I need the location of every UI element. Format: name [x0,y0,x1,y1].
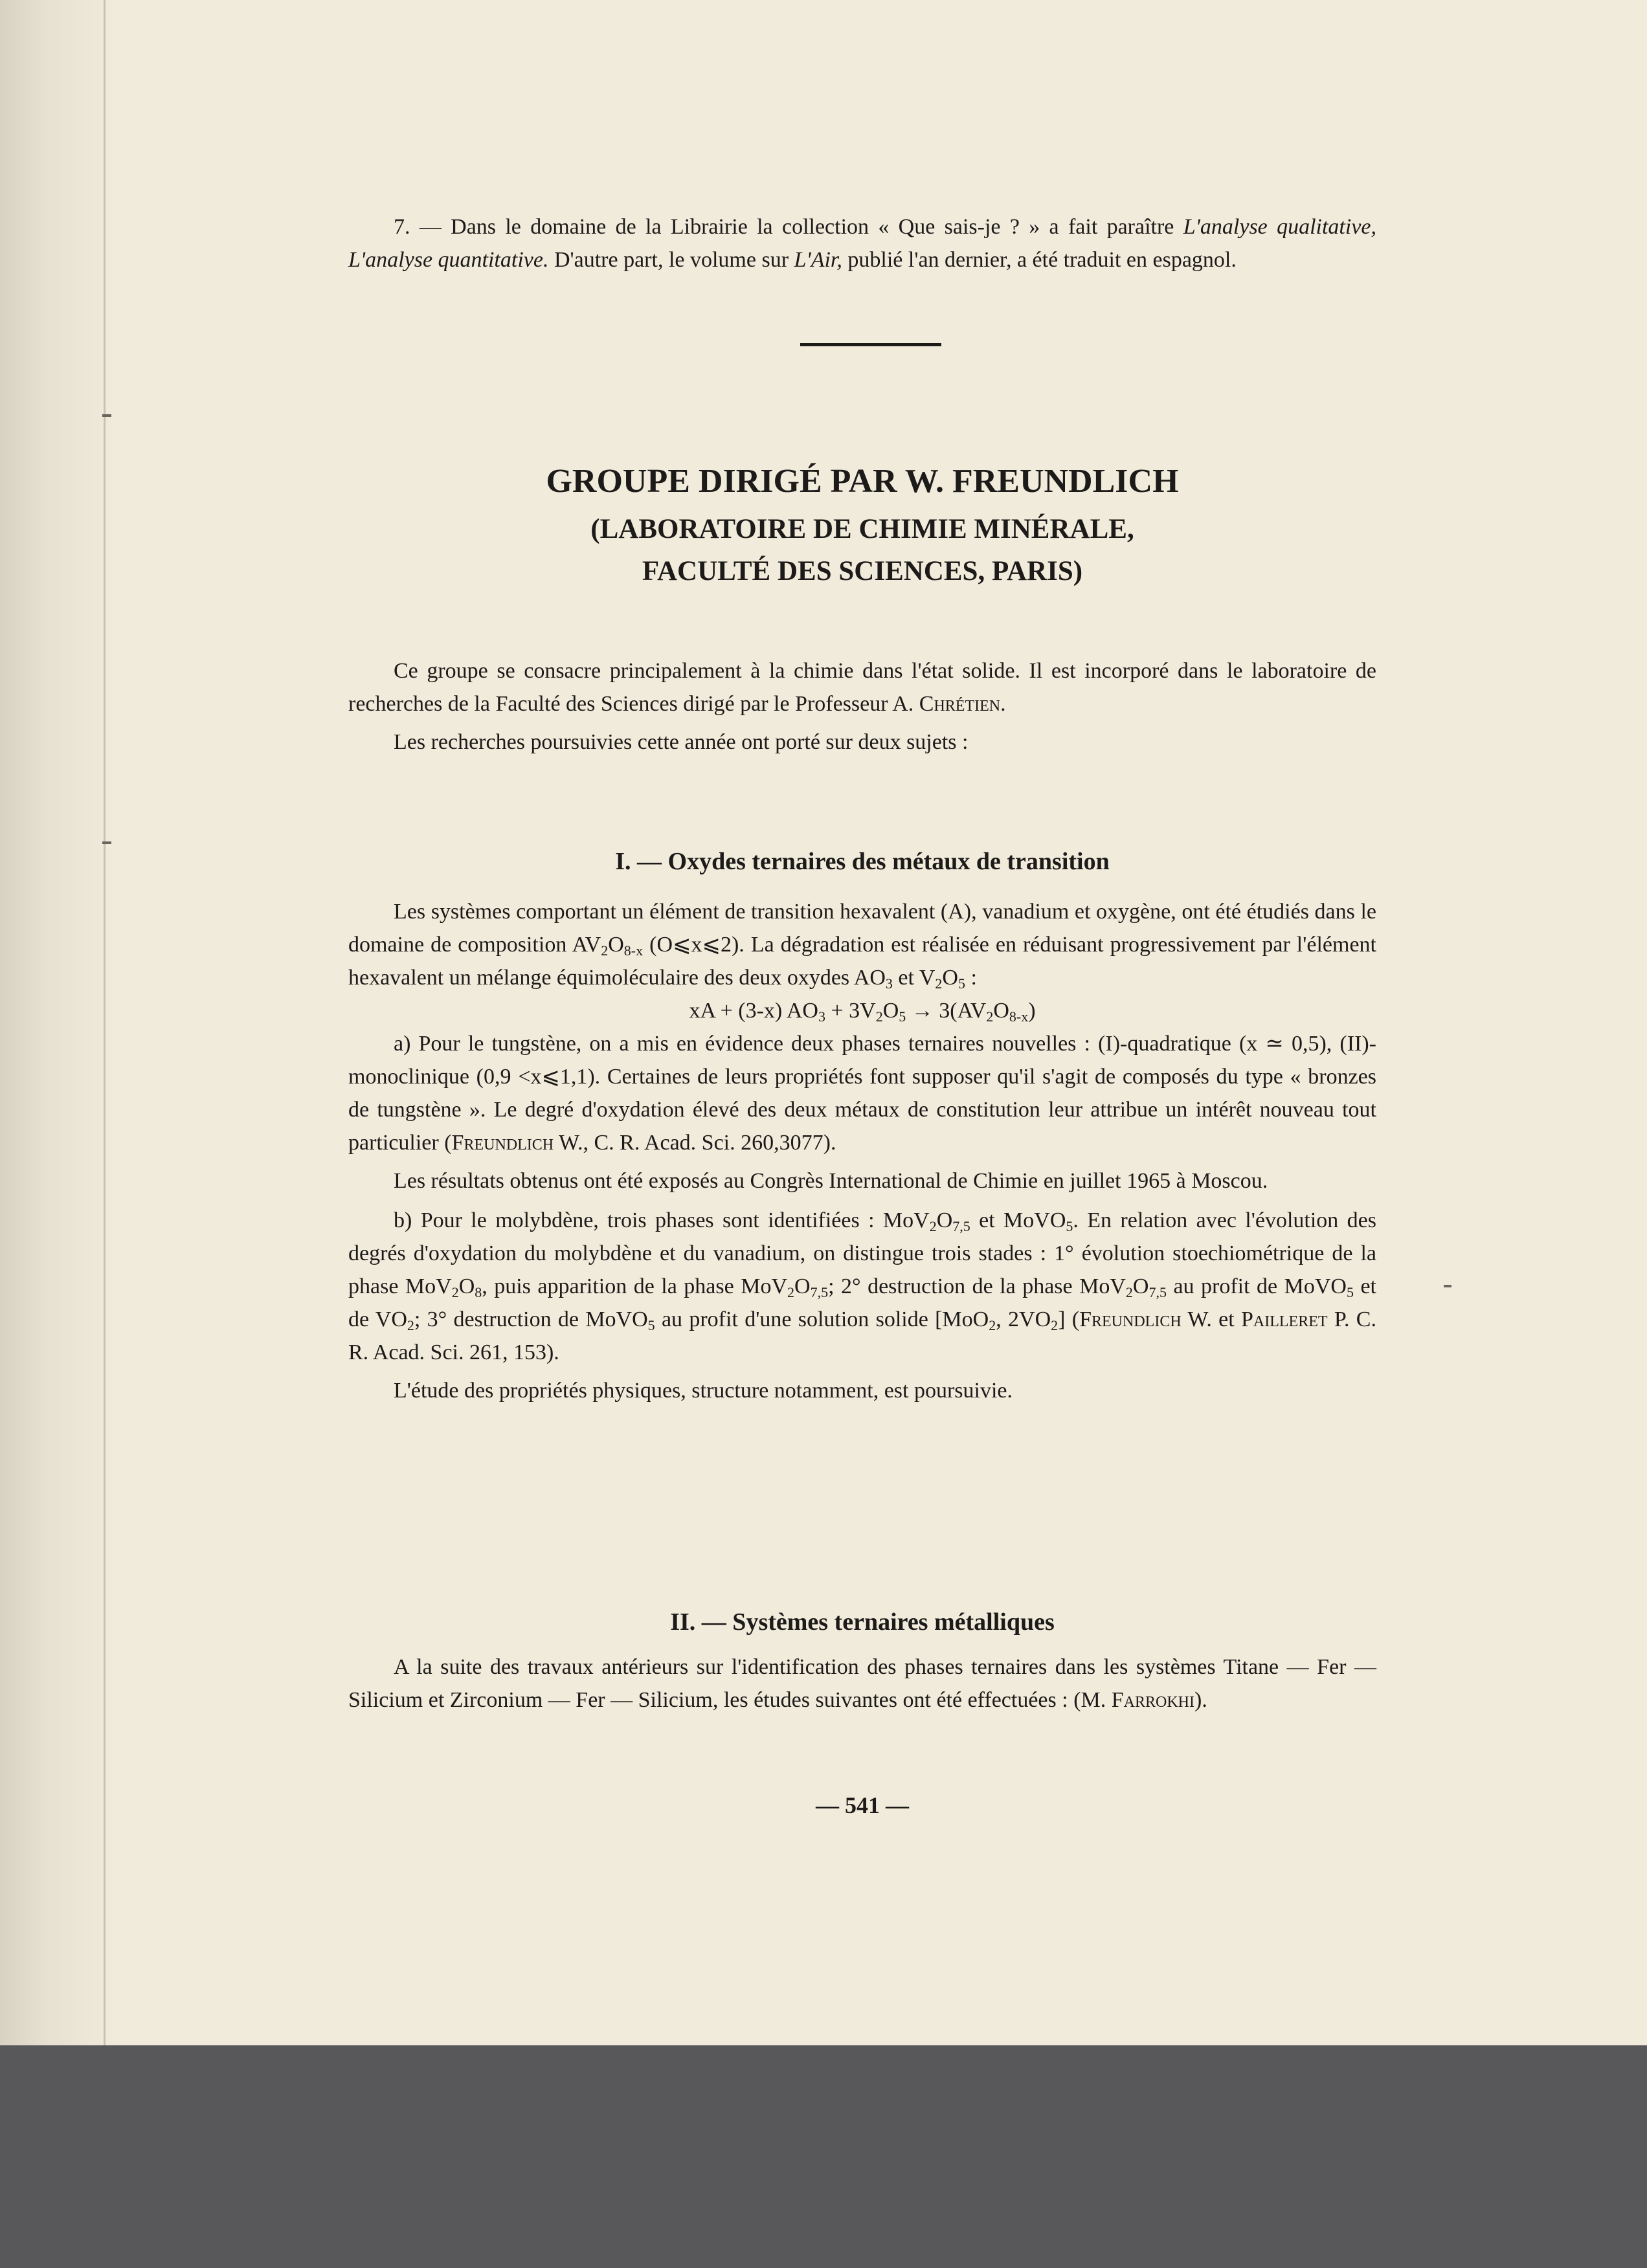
section-1 [348,845,1376,1407]
tungsten-paragraph: a) Pour le tungstène, on a mis en évidence deux phases ternaires nouvelles : (I)-quadratique (x ≃ 0,5), (II)-monoclinique (0,9 <x⩽1,1). Certaines de leurs propriétés font supposer qu'il s'agit de composés du type « bronzes de tungstène ». Le degré d'oxydation élevé des deux métaux de constitution leur attribue un intérêt nouveau tout particulier (Freundlich W., C. R. Acad. Sci. 260,3077). [348,1032,1376,1155]
group-title: GROUPE DIRIGÉ PAR W. FREUNDLICH [546,463,1179,500]
binding-mark-3 [1444,1285,1451,1287]
author-freundlich-2: Freundlich [1079,1307,1182,1331]
top-note-line1: 7. — Dans le domaine de la Librairie la collection « Que sais-je ? » a fait paraître [394,215,1174,239]
results-paragraph: Les résultats obtenus ont été exposés au Congrès International de Chimie en juillet 1965 à Moscou. [394,1169,1268,1193]
binding-mark-1 [102,414,111,417]
section-2 [348,1605,1376,1717]
top-note-italic1: L'analyse qualitative, L'analyse quantitative. [348,215,1377,272]
author-farrokhi: Farrokhi [1111,1688,1194,1712]
author-freundlich: Freundlich [451,1131,554,1155]
author-chretien: Chrétien. [919,692,1006,716]
gutter-line [104,0,106,2045]
author-pailleret: Pailleret [1241,1307,1328,1331]
top-note-text1: D'autre part, le volume sur [548,248,794,272]
section-2-title: II. — Systèmes ternaires métalliques [670,1608,1055,1636]
molybdenum-paragraph: b) Pour le molybdène, trois phases sont identifiées : $MoV_2O_{7,5}$ et MoVO$_5$. En relation avec l'évolution des degrés d'oxydation du molybdène et du vanadium, on distingue trois stades : 1° évolution stoechiométrique de la phase $MoV_2O_8$, puis apparition de la phase $MoV_2O_{7,5}$; 2° destruction de la phase $MoV_2O_{7,5}$ au profit de MoVO$_5$ et de $VO_2$; 3° destruction de MoVO$_5$ au profit d'une solution solide [MoO$_2$, $2VO_2$] (Freundlich W. et Pailleret P. C. R. Acad. Sci. 261, 153). [348,1208,1376,1364]
page-number: — 541 — [816,1792,909,1818]
group-subtitle-2: FACULTÉ DES SCIENCES, PARIS) [642,556,1083,586]
binding-mark-2 [102,841,111,844]
top-note [348,210,1376,276]
separator-rule [800,343,941,346]
top-note-italic2: L'Air, [794,248,842,272]
section-1-title: I. — Oxydes ternaires des métaux de transition [615,848,1110,875]
gutter-shadow [0,0,117,2045]
section-1-paragraph-1: Les systèmes comportant un élément de transition hexavalent (A), vanadium et oxygène, ont été étudiés dans le domaine de composition $AV_2O_{8-x}$ (O⩽x⩽2). La dégradation est réalisée en réduisant progressivement par l'élément hexavalent un mélange équimoléculaire des deux oxydes $AO_3$ et $V_2O_5$ : [348,900,1376,992]
intro-block [348,654,1376,759]
reaction-equation: xA + (3-x) $AO_3 + 3V_2O_5 \to 3(AV_2O_{8-x})$ [689,999,1036,1025]
intro-paragraph-2: Les recherches poursuivies cette année ont porté sur deux sujets : [394,730,969,754]
intro-paragraph-1: Ce groupe se consacre principalement à la chimie dans l'état solide. Il est incorporé dans le laboratoire de recherches de la Faculté des Sciences dirigé par le Professeur A. Chrétien. [348,659,1376,716]
group-subtitle-1: (LABORATOIRE DE CHIMIE MINÉRALE, [590,514,1134,544]
section-2-paragraph-1: A la suite des travaux antérieurs sur l'identification des phases ternaires dans les systèmes Titane — Fer — Silicium et Zirconium — Fer — Silicium, les études suivantes ont été effectuées : (M. Farrokhi). [348,1655,1376,1712]
top-note-text2: publié l'an dernier, a été traduit en espagnol. [842,248,1237,272]
closing-paragraph: L'étude des propriétés physiques, structure notamment, est poursuivie. [394,1379,1013,1403]
